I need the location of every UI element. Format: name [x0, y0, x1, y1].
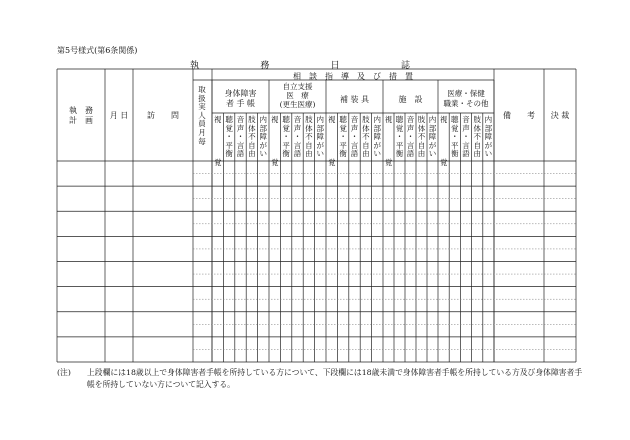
title-char: 執 [190, 61, 200, 71]
header-biko: 備 考 [503, 111, 535, 120]
disability-col-header: 音 声 ・ 言 語 [350, 115, 359, 159]
disability-col-header: 内 部 障 が い [316, 115, 325, 159]
disability-col-header: 音 声 ・ 言 語 [293, 115, 302, 159]
title-char: 日 [330, 61, 340, 71]
disability-col-header: 内 部 障 が い [373, 115, 382, 159]
subgroup-jiritsu-shien: 自立支援 医 療 (更生医療) [279, 82, 316, 109]
header-visit: 訪 問 [147, 111, 179, 120]
disability-col-header: 視 覚 [384, 115, 393, 167]
header-date: 月 日 [109, 111, 129, 120]
disability-col-header: 肢 体 不 自 由 [473, 115, 481, 159]
disability-col-header: 音 声 ・ 言 語 [236, 115, 245, 159]
form-label: 第5号様式(第6条関係) [57, 46, 138, 55]
header-kessai: 決 裁 [550, 111, 570, 120]
header-sodan-shido: 相 談 指 導 及 び 措 置 [293, 72, 413, 81]
footnote-head: (注) [57, 368, 71, 377]
disability-col-header: 肢 体 不 自 由 [417, 115, 426, 159]
header-shitsumu-line: 執 務 [69, 106, 93, 115]
disability-col-header: 内 部 障 が い [259, 115, 268, 159]
disability-col-header: 聴 覚 ・ 平 衡 [451, 115, 459, 159]
disability-col-header: 視 覚 [327, 115, 336, 167]
header-keikaku-line: 計 画 [69, 116, 93, 125]
disability-col-header: 視 覚 [270, 115, 279, 167]
disability-col-header: 内 部 障 が い [484, 115, 493, 159]
footnote-body: 上段欄には18歳以上で身体障害者手帳を所持している方について、下段欄には18歳未満で身体障害者手帳を所持している方及び身体障害者手帳を所持していない方について記入する。 [87, 368, 583, 389]
footnote [57, 367, 587, 391]
disability-col-header: 内 部 障 が い [428, 115, 437, 159]
title-char: 務 [260, 61, 270, 71]
header-toriatsukai: 取 扱 実 人 員 月 毎 [198, 85, 206, 146]
subgroup-shisetsu: 施 設 [398, 95, 423, 104]
disability-col-header: 肢 体 不 自 由 [248, 115, 256, 159]
disability-col-header: 音 声 ・ 言 語 [406, 115, 415, 159]
disability-col-header: 聴 覚 ・ 平 衡 [225, 115, 233, 159]
disability-col-header: 視 覚 [439, 115, 448, 167]
disability-col-header: 聴 覚 ・ 平 衡 [339, 115, 347, 159]
subgroup-iryo-hoken: 医療・保健 職業・その他 [443, 89, 489, 108]
disability-col-header: 肢 体 不 自 由 [362, 115, 370, 159]
subgroup-hosogu: 補 装 具 [339, 95, 370, 104]
header-shitsumu-keikaku [57, 106, 105, 126]
subgroup-shintai-techo: 身体障害 者 手 帳 [224, 89, 257, 108]
title-char: 誌 [400, 61, 410, 71]
disability-col-header: 視 覚 [213, 115, 222, 167]
disability-col-header: 音 声 ・ 言 語 [462, 115, 470, 159]
disability-col-header: 肢 体 不 自 由 [305, 115, 313, 159]
disability-col-header: 聴 覚 ・ 平 衡 [282, 115, 290, 159]
disability-col-header: 聴 覚 ・ 平 衡 [395, 115, 404, 159]
